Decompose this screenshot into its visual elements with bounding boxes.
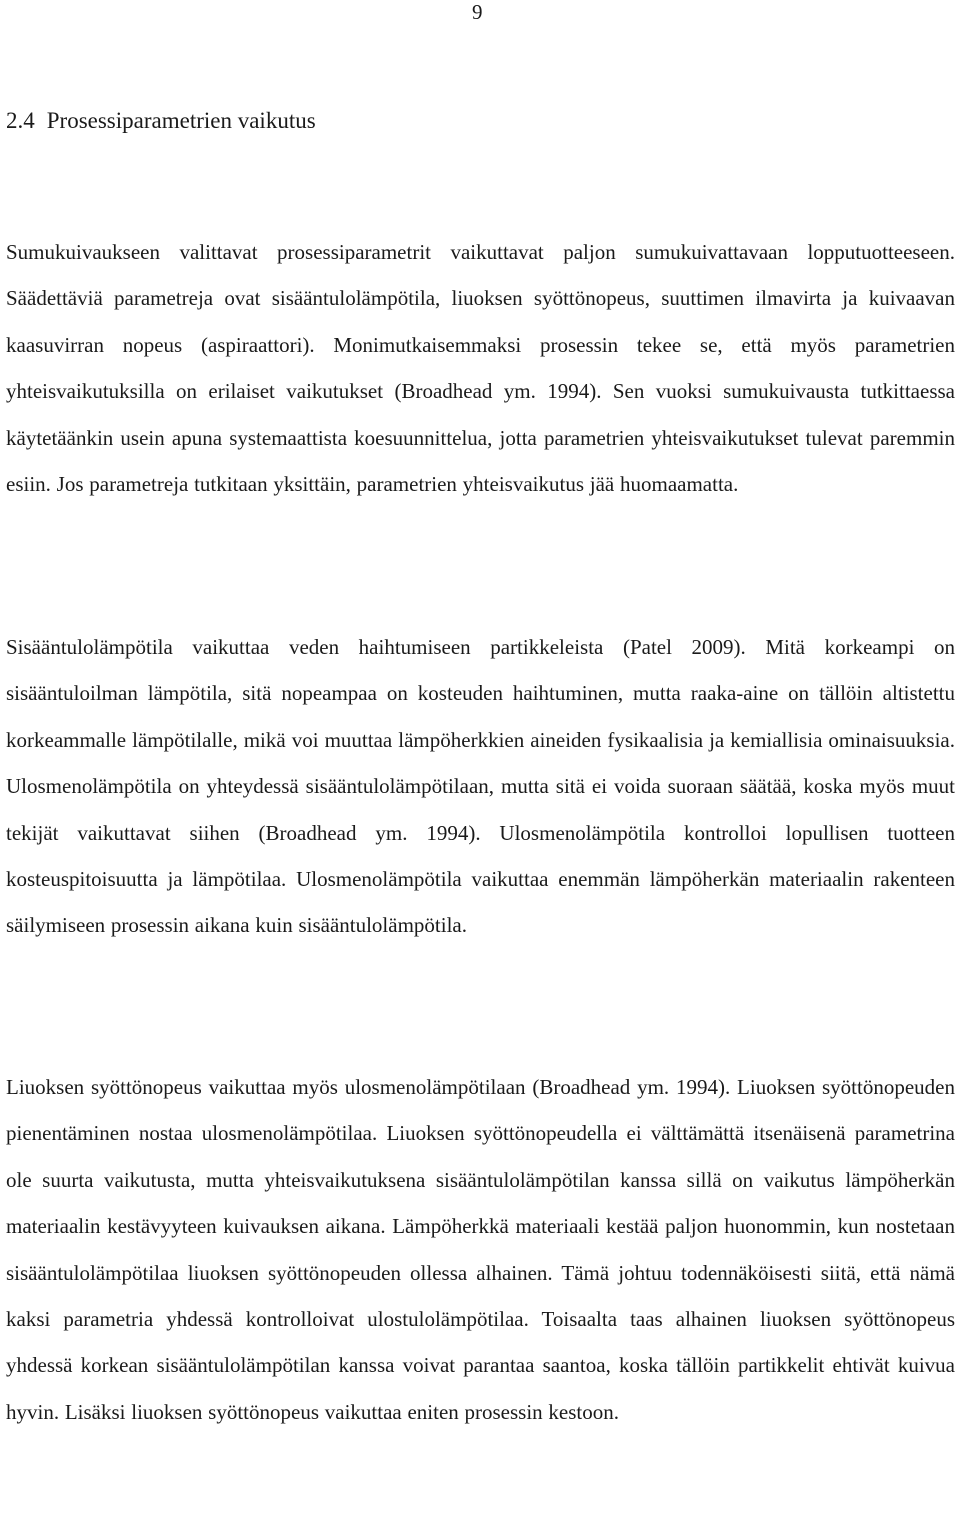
paragraph-inlet-temperature: Sisääntulolämpötila vaikuttaa veden haihtumiseen partikkeleista (Patel 2009). Mitä korkeampi on sisääntuloilman lämpötila, sitä nopeampaa on kosteuden haihtuminen, mutta raaka-aine on tällöin altistettu korkeammalle lämpötilalle, mikä voi muuttaa lämpöherkkien aineiden fysikaalisia ja kemiallisia ominaisuuksia. Ulosmenolämpötila on yhteydessä sisääntulolämpötilaan, mutta sitä ei voida suoraan säätää, koska myös muut tekijät vaikuttavat siihen (Broadhead ym. 1994). Ulosmenolämpötila kontrolloi lopullisen tuotteen kosteuspitoisuutta ja lämpötilaa. Ulosmenolämpötila vaikuttaa enemmän lämpöherkän materiaalin rakenteen säilymiseen prosessin aikana kuin sisääntulolämpötila. <box>6 635 955 938</box>
section-title: Prosessiparametrien vaikutus <box>46 108 316 133</box>
page-number: 9 <box>472 0 483 24</box>
paragraph-process-parameters: Sumukuivaukseen valittavat prosessiparametrit vaikuttavat paljon sumukuivattavaan lopputuotteeseen. Säädettäviä parametreja ovat sisääntulolämpötila, liuoksen syöttönopeus, suuttimen ilmavirta ja kuivaavan kaasuvirran nopeus (aspiraattori). Monimutkaisemmaksi prosessin tekee se, että myös parametrien yhteisvaikutuksilla on erilaiset vaikutukset (Broadhead ym. 1994). Sen vuoksi sumukuivausta tutkittaessa käytetäänkin usein apuna systemaattista koesuunnittelua, jotta parametrien yhteisvaikutukset tulevat paremmin esiin. Jos parametreja tutkitaan yksittäin, parametrien yhteisvaikutus jää huomaamatta. <box>6 240 955 497</box>
section-heading <box>6 106 316 136</box>
section-number: 2.4 <box>6 108 35 133</box>
paragraph-feed-rate: Liuoksen syöttönopeus vaikuttaa myös ulosmenolämpötilaan (Broadhead ym. 1994). Liuoksen syöttönopeuden pienentäminen nostaa ulosmenolämpötilaa. Liuoksen syöttönopeudella ei välttämättä itsenäisenä parametrina ole suurta vaikutusta, mutta yhteisvaikutuksena sisääntulolämpötilan kanssa sillä on vaikutus lämpöherkän materiaalin kestävyyteen kuivauksen aikana. Lämpöherkkä materiaali kestää paljon huonommin, kun nostetaan sisääntulolämpötilaa liuoksen syöttönopeuden ollessa alhainen. Tämä johtuu todennäköisesti siitä, että nämä kaksi parametria yhdessä kontrolloivat ulostulolämpötilaa. Toisaalta taas alhainen liuoksen syöttönopeus yhdessä korkean sisääntulolämpötilan kanssa voivat parantaa saantoa, koska tällöin partikkelit ehtivät kuivua hyvin. Lisäksi liuoksen syöttönopeus vaikuttaa eniten prosessin kestoon. <box>6 1075 955 1424</box>
